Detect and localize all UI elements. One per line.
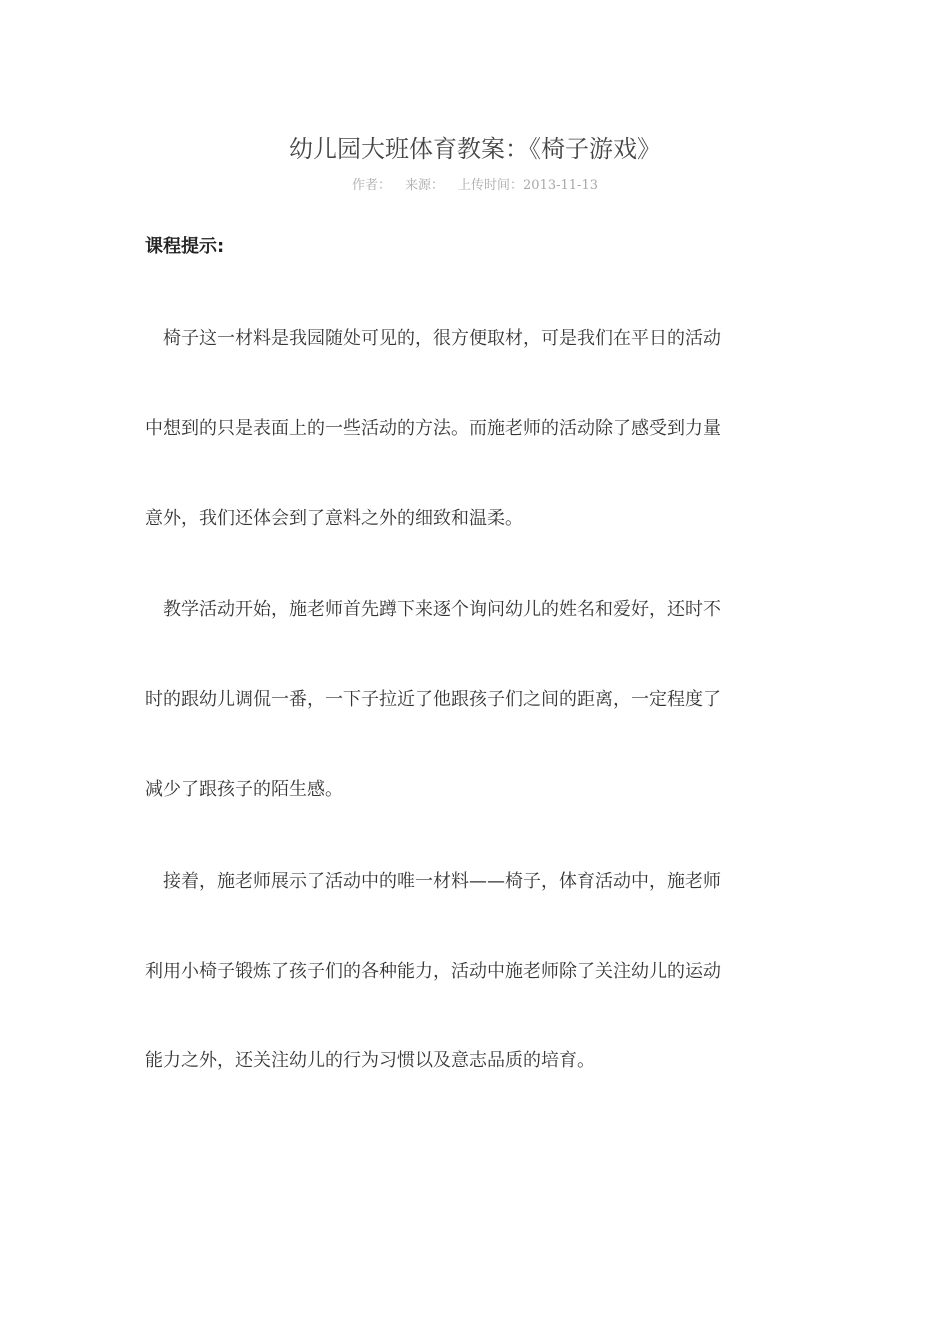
paragraph-1-line-2: 中想到的只是表面上的一些活动的方法。而施老师的活动除了感受到力量 [145,418,721,439]
paragraph-3-line-2: 利用小椅子锻炼了孩子们的各种能力，活动中施老师除了关注幼儿的运动 [145,961,721,982]
upload-date: 上传时间：2013-11-13 [458,178,598,193]
author-label: 作者： [352,178,392,193]
paragraph-1-line-1: 椅子这一材料是我园随处可见的，很方便取材，可是我们在平日的活动 [145,328,721,349]
section-heading: 课程提示: [145,236,225,257]
source-label: 来源： [405,178,445,193]
paragraph-3-line-1: 接着，施老师展示了活动中的唯一材料——椅子，体育活动中，施老师 [145,871,721,892]
paragraph-2-line-2: 时的跟幼儿调侃一番，一下子拉近了他跟孩子们之间的距离，一定程度了 [145,689,721,710]
paragraph-2-line-3: 减少了跟孩子的陌生感。 [145,779,343,800]
article-meta [0,176,950,196]
paragraph-2-line-1: 教学活动开始，施老师首先蹲下来逐个询问幼儿的姓名和爱好，还时不 [145,599,721,620]
paragraph-3-line-3: 能力之外，还关注幼儿的行为习惯以及意志品质的培育。 [145,1050,595,1071]
page-title: 幼儿园大班体育教案：《椅子游戏》 [289,135,661,163]
paragraph-1-line-3: 意外，我们还体会到了意料之外的细致和温柔。 [145,508,523,529]
